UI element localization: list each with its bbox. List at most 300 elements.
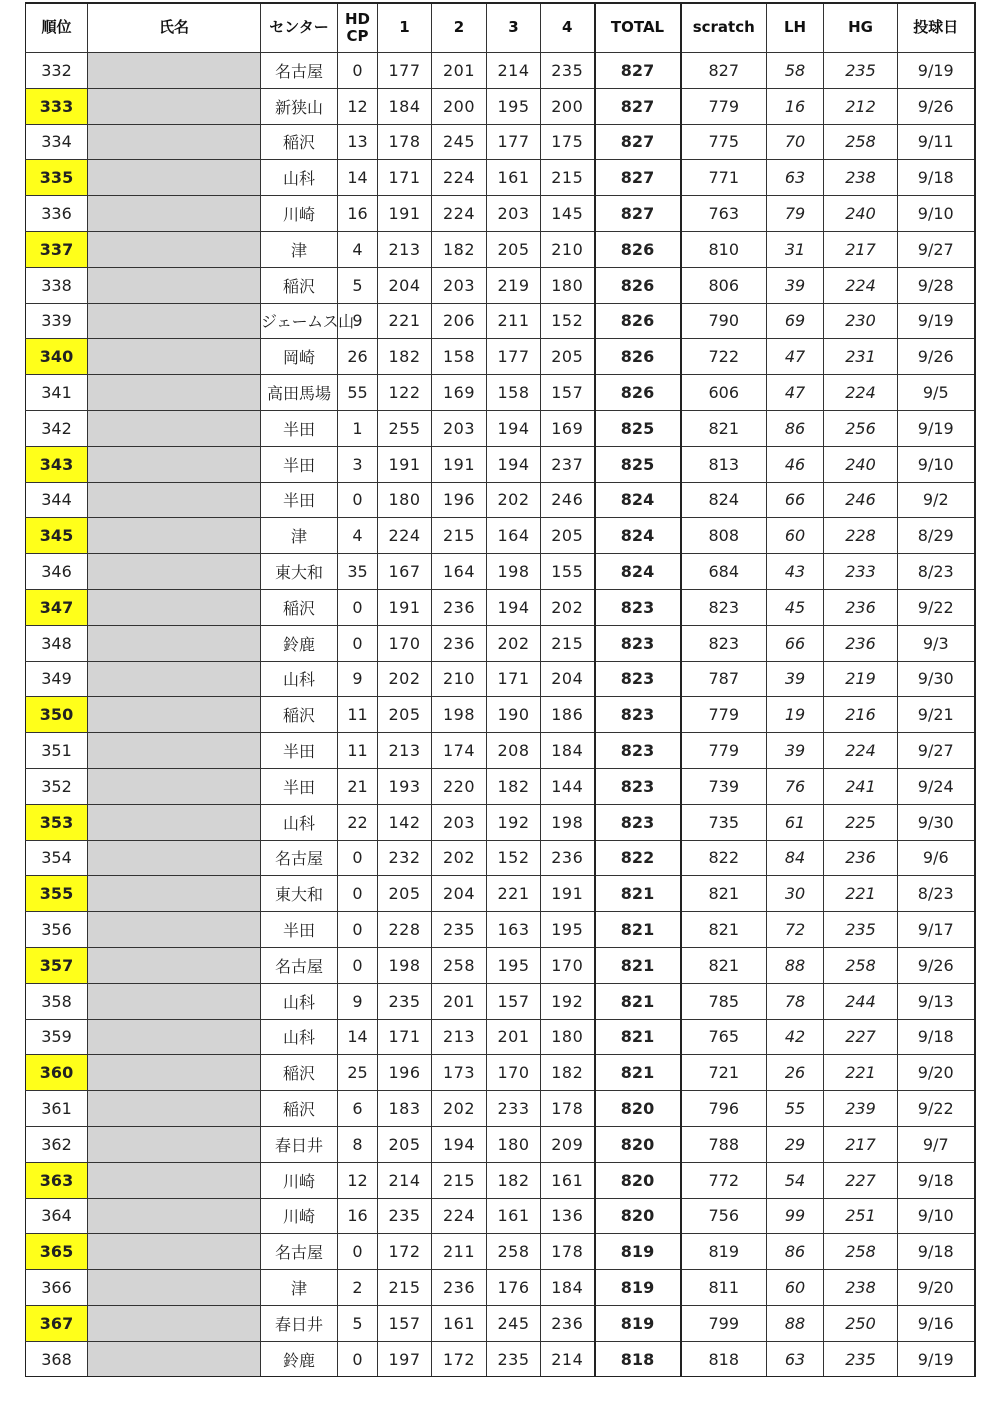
game-2-cell: 224	[432, 160, 487, 196]
hg-cell: 235	[824, 53, 898, 89]
game-1-cell: 196	[378, 1055, 432, 1091]
hdcp-cell: 6	[338, 1091, 378, 1127]
rank-cell: 343	[26, 446, 88, 482]
game-3-cell: 211	[487, 303, 541, 339]
date-cell: 9/26	[898, 88, 975, 124]
game-3-cell: 219	[487, 267, 541, 303]
game-2-cell: 174	[432, 733, 487, 769]
total-cell: 826	[595, 303, 681, 339]
game-3-cell: 205	[487, 231, 541, 267]
header-game-4: 4	[541, 3, 595, 53]
lh-cell: 63	[767, 1341, 824, 1377]
rank-cell: 347	[26, 589, 88, 625]
total-cell: 827	[595, 88, 681, 124]
game-4-cell: 215	[541, 625, 595, 661]
total-cell: 826	[595, 267, 681, 303]
hg-cell: 217	[824, 231, 898, 267]
name-cell	[88, 554, 261, 590]
total-cell: 821	[595, 912, 681, 948]
name-cell	[88, 1234, 261, 1270]
game-2-cell: 215	[432, 1162, 487, 1198]
game-2-cell: 158	[432, 339, 487, 375]
game-4-cell: 152	[541, 303, 595, 339]
game-1-cell: 191	[378, 446, 432, 482]
lh-cell: 72	[767, 912, 824, 948]
hdcp-cell: 21	[338, 768, 378, 804]
table-row	[26, 589, 975, 625]
game-1-cell: 183	[378, 1091, 432, 1127]
game-2-cell: 210	[432, 661, 487, 697]
game-1-cell: 235	[378, 983, 432, 1019]
date-cell: 9/7	[898, 1126, 975, 1162]
header-total: TOTAL	[595, 3, 681, 53]
table-row	[26, 231, 975, 267]
center-cell: 鈴鹿	[261, 1341, 338, 1377]
hg-cell: 219	[824, 661, 898, 697]
scratch-cell: 813	[681, 446, 767, 482]
table-row	[26, 53, 975, 89]
game-2-cell: 161	[432, 1305, 487, 1341]
hg-cell: 238	[824, 1270, 898, 1306]
total-cell: 824	[595, 482, 681, 518]
game-3-cell: 170	[487, 1055, 541, 1091]
game-1-cell: 228	[378, 912, 432, 948]
hg-cell: 236	[824, 625, 898, 661]
game-4-cell: 198	[541, 804, 595, 840]
center-cell: 川崎	[261, 1162, 338, 1198]
game-4-cell: 214	[541, 1341, 595, 1377]
hdcp-cell: 0	[338, 912, 378, 948]
hdcp-cell: 8	[338, 1126, 378, 1162]
center-cell: 稲沢	[261, 697, 338, 733]
hdcp-cell: 3	[338, 446, 378, 482]
game-2-cell: 203	[432, 267, 487, 303]
lh-cell: 88	[767, 947, 824, 983]
name-cell	[88, 912, 261, 948]
rank-cell: 353	[26, 804, 88, 840]
game-1-cell: 205	[378, 1126, 432, 1162]
table-row	[26, 1341, 975, 1377]
hdcp-cell: 0	[338, 876, 378, 912]
scratch-cell: 811	[681, 1270, 767, 1306]
date-cell: 9/22	[898, 1091, 975, 1127]
date-cell: 9/11	[898, 124, 975, 160]
game-4-cell: 184	[541, 733, 595, 769]
scratch-cell: 821	[681, 912, 767, 948]
rank-cell: 366	[26, 1270, 88, 1306]
game-3-cell: 158	[487, 375, 541, 411]
hg-cell: 228	[824, 518, 898, 554]
hg-cell: 221	[824, 876, 898, 912]
game-4-cell: 205	[541, 339, 595, 375]
date-cell: 9/16	[898, 1305, 975, 1341]
game-3-cell: 171	[487, 661, 541, 697]
hdcp-cell: 12	[338, 88, 378, 124]
game-2-cell: 194	[432, 1126, 487, 1162]
game-4-cell: 145	[541, 196, 595, 232]
rank-cell: 358	[26, 983, 88, 1019]
game-3-cell: 163	[487, 912, 541, 948]
hg-cell: 233	[824, 554, 898, 590]
table-row	[26, 1234, 975, 1270]
center-cell: 半田	[261, 768, 338, 804]
game-2-cell: 236	[432, 1270, 487, 1306]
total-cell: 821	[595, 1019, 681, 1055]
scratch-cell: 763	[681, 196, 767, 232]
name-cell	[88, 768, 261, 804]
rank-cell: 344	[26, 482, 88, 518]
rank-cell: 361	[26, 1091, 88, 1127]
table-row	[26, 1305, 975, 1341]
scratch-cell: 779	[681, 733, 767, 769]
rank-cell: 355	[26, 876, 88, 912]
lh-cell: 29	[767, 1126, 824, 1162]
total-cell: 823	[595, 697, 681, 733]
scratch-cell: 606	[681, 375, 767, 411]
hdcp-cell: 16	[338, 196, 378, 232]
game-4-cell: 237	[541, 446, 595, 482]
lh-cell: 47	[767, 339, 824, 375]
name-cell	[88, 876, 261, 912]
scratch-cell: 821	[681, 876, 767, 912]
table-row	[26, 804, 975, 840]
game-2-cell: 201	[432, 53, 487, 89]
table-row	[26, 88, 975, 124]
game-2-cell: 220	[432, 768, 487, 804]
center-cell: 稲沢	[261, 1055, 338, 1091]
name-cell	[88, 124, 261, 160]
center-cell: 山科	[261, 804, 338, 840]
game-4-cell: 215	[541, 160, 595, 196]
rank-cell: 342	[26, 410, 88, 446]
name-cell	[88, 53, 261, 89]
lh-cell: 58	[767, 53, 824, 89]
scratch-cell: 779	[681, 697, 767, 733]
rank-cell: 336	[26, 196, 88, 232]
name-cell	[88, 1305, 261, 1341]
lh-cell: 70	[767, 124, 824, 160]
game-4-cell: 178	[541, 1234, 595, 1270]
table-row	[26, 339, 975, 375]
hg-cell: 227	[824, 1019, 898, 1055]
game-1-cell: 224	[378, 518, 432, 554]
center-cell: 稲沢	[261, 267, 338, 303]
date-cell: 9/30	[898, 804, 975, 840]
game-3-cell: 182	[487, 768, 541, 804]
name-cell	[88, 1055, 261, 1091]
total-cell: 827	[595, 53, 681, 89]
game-3-cell: 233	[487, 1091, 541, 1127]
hdcp-cell: 9	[338, 303, 378, 339]
header-hg: HG	[824, 3, 898, 53]
game-3-cell: 180	[487, 1126, 541, 1162]
game-3-cell: 176	[487, 1270, 541, 1306]
date-cell: 9/30	[898, 661, 975, 697]
scratch-cell: 806	[681, 267, 767, 303]
game-4-cell: 209	[541, 1126, 595, 1162]
total-cell: 820	[595, 1126, 681, 1162]
rank-cell: 332	[26, 53, 88, 89]
game-1-cell: 193	[378, 768, 432, 804]
rank-cell: 341	[26, 375, 88, 411]
lh-cell: 46	[767, 446, 824, 482]
center-cell: 春日井	[261, 1305, 338, 1341]
name-cell	[88, 303, 261, 339]
date-cell: 9/28	[898, 267, 975, 303]
hg-cell: 231	[824, 339, 898, 375]
game-4-cell: 161	[541, 1162, 595, 1198]
scratch-cell: 823	[681, 625, 767, 661]
game-4-cell: 192	[541, 983, 595, 1019]
game-1-cell: 214	[378, 1162, 432, 1198]
hdcp-cell: 14	[338, 1019, 378, 1055]
game-4-cell: 235	[541, 53, 595, 89]
game-2-cell: 203	[432, 804, 487, 840]
center-cell: 稲沢	[261, 589, 338, 625]
game-1-cell: 170	[378, 625, 432, 661]
table-row	[26, 625, 975, 661]
rank-cell: 345	[26, 518, 88, 554]
scratch-cell: 827	[681, 53, 767, 89]
table-row	[26, 482, 975, 518]
game-4-cell: 191	[541, 876, 595, 912]
date-cell: 9/22	[898, 589, 975, 625]
scratch-cell: 722	[681, 339, 767, 375]
lh-cell: 26	[767, 1055, 824, 1091]
date-cell: 9/27	[898, 231, 975, 267]
game-4-cell: 236	[541, 1305, 595, 1341]
game-4-cell: 175	[541, 124, 595, 160]
date-cell: 9/18	[898, 1162, 975, 1198]
lh-cell: 43	[767, 554, 824, 590]
game-1-cell: 235	[378, 1198, 432, 1234]
table-row	[26, 124, 975, 160]
rank-cell: 356	[26, 912, 88, 948]
center-cell: 半田	[261, 410, 338, 446]
name-cell	[88, 1019, 261, 1055]
game-1-cell: 191	[378, 589, 432, 625]
center-cell: 春日井	[261, 1126, 338, 1162]
scratch-cell: 771	[681, 160, 767, 196]
date-cell: 9/24	[898, 768, 975, 804]
header-game-3: 3	[487, 3, 541, 53]
game-3-cell: 201	[487, 1019, 541, 1055]
rank-cell: 352	[26, 768, 88, 804]
game-1-cell: 191	[378, 196, 432, 232]
game-1-cell: 221	[378, 303, 432, 339]
name-cell	[88, 160, 261, 196]
rank-cell: 338	[26, 267, 88, 303]
game-2-cell: 191	[432, 446, 487, 482]
total-cell: 820	[595, 1091, 681, 1127]
table-row	[26, 1055, 975, 1091]
center-cell: 稲沢	[261, 1091, 338, 1127]
scratch-cell: 824	[681, 482, 767, 518]
total-cell: 822	[595, 840, 681, 876]
game-3-cell: 195	[487, 88, 541, 124]
game-4-cell: 170	[541, 947, 595, 983]
name-cell	[88, 375, 261, 411]
header-name: 氏名	[88, 3, 261, 53]
name-cell	[88, 589, 261, 625]
hdcp-cell: 22	[338, 804, 378, 840]
game-1-cell: 172	[378, 1234, 432, 1270]
game-1-cell: 197	[378, 1341, 432, 1377]
game-1-cell: 142	[378, 804, 432, 840]
name-cell	[88, 231, 261, 267]
lh-cell: 42	[767, 1019, 824, 1055]
date-cell: 9/17	[898, 912, 975, 948]
hdcp-cell: 13	[338, 124, 378, 160]
name-cell	[88, 840, 261, 876]
table-row	[26, 1270, 975, 1306]
name-cell	[88, 1162, 261, 1198]
lh-cell: 76	[767, 768, 824, 804]
game-2-cell: 215	[432, 518, 487, 554]
game-4-cell: 180	[541, 1019, 595, 1055]
hg-cell: 216	[824, 697, 898, 733]
game-4-cell: 186	[541, 697, 595, 733]
hg-cell: 258	[824, 1234, 898, 1270]
rank-cell: 351	[26, 733, 88, 769]
game-1-cell: 177	[378, 53, 432, 89]
game-3-cell: 177	[487, 339, 541, 375]
hg-cell: 241	[824, 768, 898, 804]
date-cell: 9/5	[898, 375, 975, 411]
game-4-cell: 144	[541, 768, 595, 804]
table-row	[26, 518, 975, 554]
hdcp-cell: 26	[338, 339, 378, 375]
center-cell: 鈴鹿	[261, 625, 338, 661]
table-row	[26, 1126, 975, 1162]
name-cell	[88, 482, 261, 518]
date-cell: 9/21	[898, 697, 975, 733]
game-2-cell: 236	[432, 625, 487, 661]
game-4-cell: 180	[541, 267, 595, 303]
center-cell: 東大和	[261, 876, 338, 912]
hdcp-cell: 0	[338, 625, 378, 661]
game-3-cell: 161	[487, 1198, 541, 1234]
center-cell: 津	[261, 1270, 338, 1306]
game-3-cell: 177	[487, 124, 541, 160]
name-cell	[88, 267, 261, 303]
rank-cell: 339	[26, 303, 88, 339]
center-cell: 名古屋	[261, 1234, 338, 1270]
hdcp-cell: 11	[338, 697, 378, 733]
game-2-cell: 198	[432, 697, 487, 733]
game-2-cell: 164	[432, 554, 487, 590]
name-cell	[88, 446, 261, 482]
scratch-cell: 821	[681, 410, 767, 446]
lh-cell: 55	[767, 1091, 824, 1127]
hdcp-cell: 25	[338, 1055, 378, 1091]
rank-cell: 368	[26, 1341, 88, 1377]
date-cell: 9/19	[898, 1341, 975, 1377]
date-cell: 9/20	[898, 1270, 975, 1306]
center-cell: 名古屋	[261, 947, 338, 983]
rank-cell: 367	[26, 1305, 88, 1341]
game-2-cell: 258	[432, 947, 487, 983]
total-cell: 823	[595, 589, 681, 625]
center-cell: 稲沢	[261, 124, 338, 160]
date-cell: 8/23	[898, 554, 975, 590]
scratch-cell: 810	[681, 231, 767, 267]
scratch-cell: 775	[681, 124, 767, 160]
name-cell	[88, 625, 261, 661]
table-row	[26, 983, 975, 1019]
hg-cell: 256	[824, 410, 898, 446]
hg-cell: 224	[824, 267, 898, 303]
date-cell: 8/23	[898, 876, 975, 912]
game-2-cell: 235	[432, 912, 487, 948]
hg-cell: 224	[824, 375, 898, 411]
lh-cell: 39	[767, 661, 824, 697]
game-3-cell: 157	[487, 983, 541, 1019]
game-4-cell: 236	[541, 840, 595, 876]
lh-cell: 45	[767, 589, 824, 625]
table-row	[26, 947, 975, 983]
hdcp-cell: 2	[338, 1270, 378, 1306]
hdcp-cell: 0	[338, 482, 378, 518]
game-1-cell: 205	[378, 697, 432, 733]
hg-cell: 235	[824, 912, 898, 948]
center-cell: 半田	[261, 482, 338, 518]
center-cell: 川崎	[261, 196, 338, 232]
center-cell: 半田	[261, 912, 338, 948]
scratch-cell: 799	[681, 1305, 767, 1341]
rank-cell: 335	[26, 160, 88, 196]
game-3-cell: 235	[487, 1341, 541, 1377]
table-row	[26, 1162, 975, 1198]
date-cell: 9/13	[898, 983, 975, 1019]
hg-cell: 230	[824, 303, 898, 339]
name-cell	[88, 983, 261, 1019]
game-2-cell: 224	[432, 1198, 487, 1234]
table-row	[26, 876, 975, 912]
hdcp-cell: 5	[338, 1305, 378, 1341]
header-rank: 順位	[26, 3, 88, 53]
total-cell: 821	[595, 983, 681, 1019]
game-1-cell: 178	[378, 124, 432, 160]
table-row	[26, 196, 975, 232]
header-scratch: scratch	[681, 3, 767, 53]
game-2-cell: 201	[432, 983, 487, 1019]
table-row	[26, 840, 975, 876]
center-cell: ジェームス山	[261, 303, 338, 339]
date-cell: 9/6	[898, 840, 975, 876]
scratch-cell: 819	[681, 1234, 767, 1270]
game-3-cell: 194	[487, 589, 541, 625]
lh-cell: 30	[767, 876, 824, 912]
game-3-cell: 203	[487, 196, 541, 232]
header-row	[26, 3, 975, 53]
total-cell: 827	[595, 160, 681, 196]
hg-cell: 251	[824, 1198, 898, 1234]
game-1-cell: 213	[378, 231, 432, 267]
hdcp-cell: 55	[338, 375, 378, 411]
name-cell	[88, 88, 261, 124]
hdcp-cell: 12	[338, 1162, 378, 1198]
game-4-cell: 155	[541, 554, 595, 590]
lh-cell: 47	[767, 375, 824, 411]
table-row	[26, 410, 975, 446]
total-cell: 823	[595, 625, 681, 661]
hg-cell: 250	[824, 1305, 898, 1341]
date-cell: 9/19	[898, 53, 975, 89]
name-cell	[88, 947, 261, 983]
total-cell: 820	[595, 1162, 681, 1198]
rank-cell: 365	[26, 1234, 88, 1270]
